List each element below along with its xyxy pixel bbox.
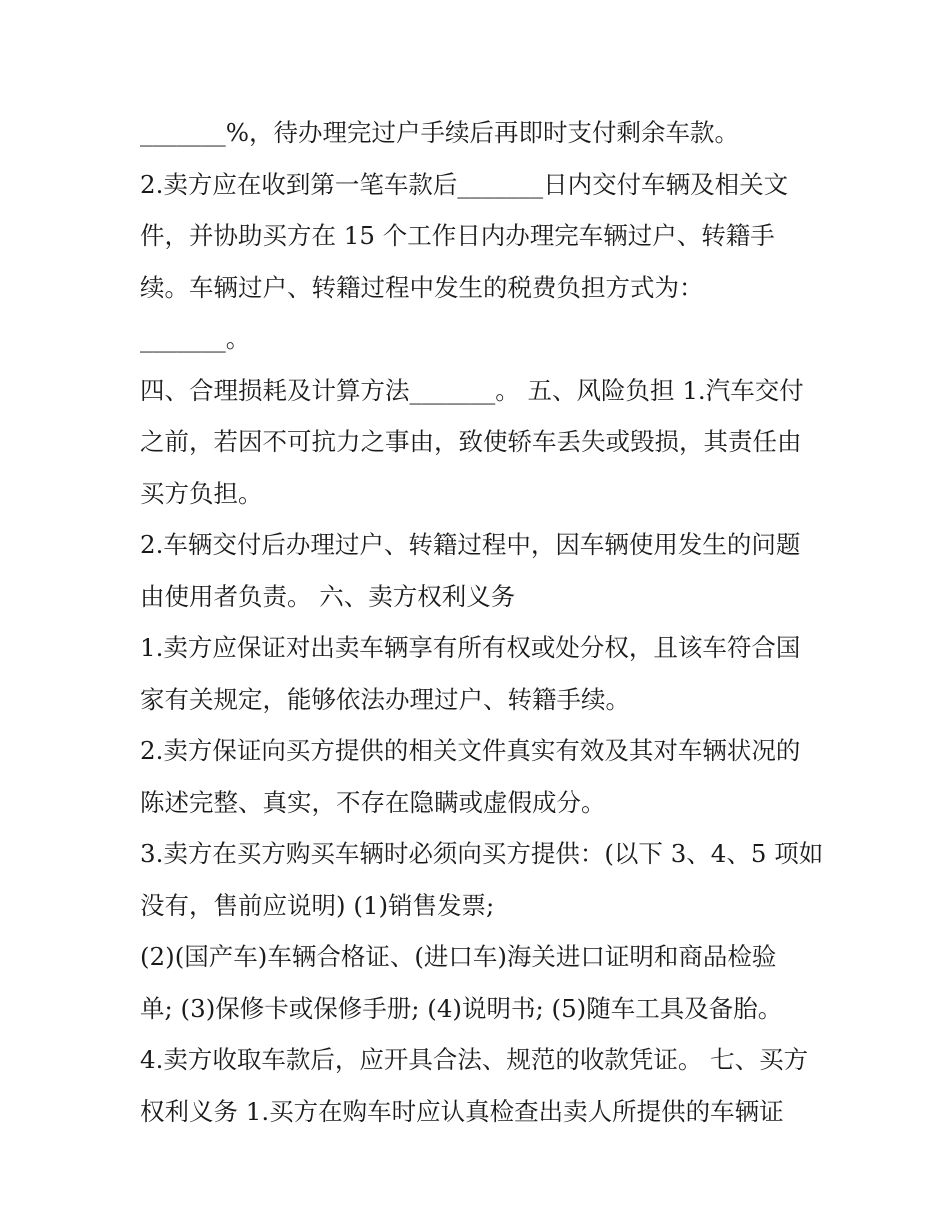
text-line: 件，并协助买方在 15 个工作日内办理完车辆过户、转籍手 (140, 221, 775, 250)
text-line: 3.卖方在买方购买车辆时必须向买方提供：(以下 3、4、5 项如 (140, 839, 824, 868)
text-line: 2.车辆交付后办理过户、转籍过程中，因车辆使用发生的问题 (140, 530, 801, 559)
text-line: 续。车辆过户、转籍过程中发生的税费负担方式为： (140, 272, 704, 302)
text-line: _______%，待办理完过户手续后再即时支付剩余车款。 (140, 118, 740, 147)
contract-body-text (140, 107, 824, 1137)
text-line: 之前，若因不可抗力之事由，致使轿车丢失或毁损，其责任由 (140, 427, 802, 456)
text-line: 单; (3)保修卡或保修手册; (4)说明书; (5)随车工具及备胎。 (140, 993, 783, 1023)
text-line: 4.卖方收取车款后，应开具合法、规范的收款凭证。 七、买方 (140, 1045, 809, 1074)
text-line: _______。 (140, 324, 251, 353)
text-line: 买方负担。 (140, 478, 263, 508)
text-line: 四、合理损耗及计算方法_______。 五、风险负担 1.汽车交付 (140, 375, 804, 405)
text-line: 1.卖方应保证对出卖车辆享有所有权或处分权，且该车符合国 (140, 633, 801, 662)
text-line: 权利义务 1.买方在购车时应认真检查出卖人所提供的车辆证 (140, 1096, 784, 1126)
text-line: 陈述完整、真实，不存在隐瞒或虚假成分。 (140, 787, 606, 817)
text-line: 家有关规定，能够依法办理过户、转籍手续。 (140, 684, 630, 714)
text-line: 没有，售前应说明) (1)销售发票; (140, 890, 495, 920)
text-line: 2.卖方保证向买方提供的相关文件真实有效及其对车辆状况的 (140, 736, 801, 765)
text-line: 2.卖方应在收到第一笔车款后_______日内交付车辆及相关文 (140, 169, 789, 199)
text-line: 由使用者负责。 六、卖方权利义务 (140, 581, 516, 611)
text-line: (2)(国产车)车辆合格证、(进口车)海关进口证明和商品检验 (140, 942, 777, 971)
